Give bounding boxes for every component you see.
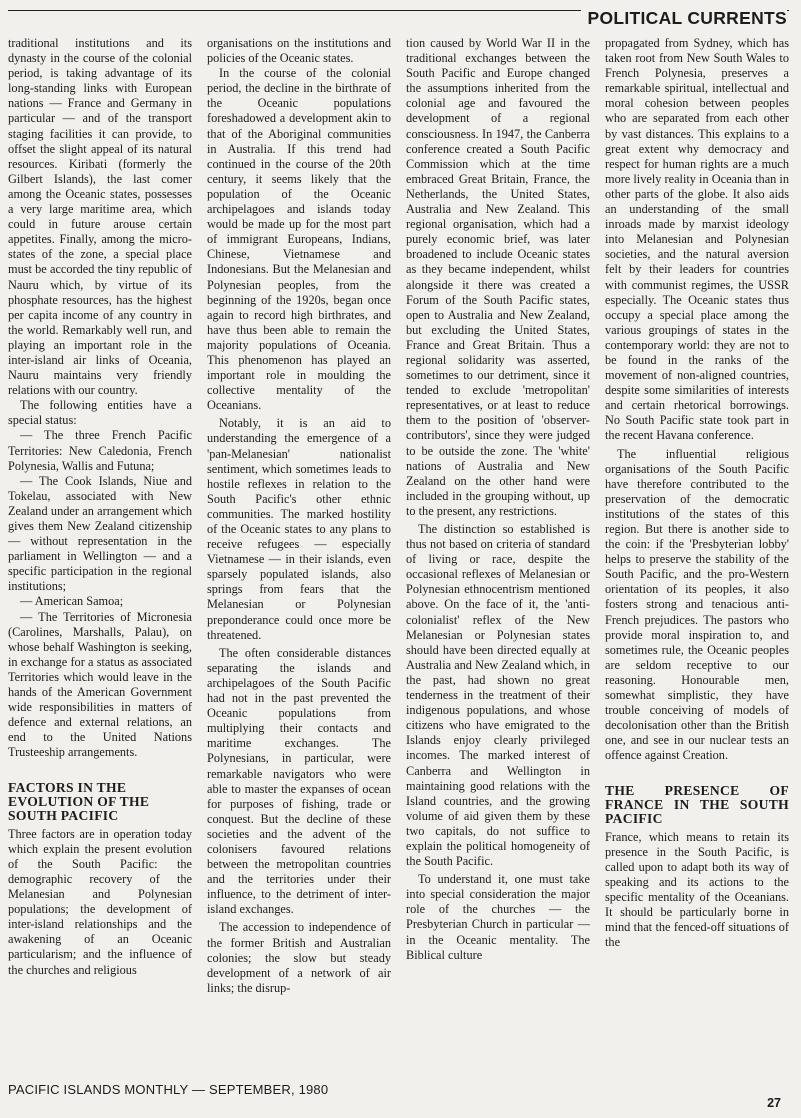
- paragraph: propagated from Sydney, which has taken root from New South Wales to French Polynesia, preserves a remarkable spiritual, intellectual and moral cohesion between peoples who are separated from each other by vast distances. This explains to a great extent why democracy and respect for human rights are a much more lively reality in Oceania than in other parts of the globe. It also aids an understanding of the small inroads made by marxist ideology into Melanesian and Polynesian societies, and the natural aversion felt by their leaders for countries with communist regimes, the USSR especially. The Oceanic states thus occupy a special place among the various groupings of states in the contemporary world: they are not to be found in the ranks of the movement of non-aligned countries, despite some similarities of interests and certain rhetorical borrowings. No South Pacific state took part in the recent Havana conference.: [605, 36, 789, 443]
- paragraph: tion caused by World War II in the traditional exchanges between the South Pacific and Europe changed the assumptions inherited from the colonial age and favoured the development of a regional consciousness. In 1947, the Canberra conference created a South Pacific Commission which at the time embraced Great Britain, France, the Netherlands, the United States, Australia and New Zealand. This regional organisation, which had a purely economic brief, was later broadened to include Oceanic states as they became independent, whilst alongside it there was created a Forum of the South Pacific states, open to Australia and New Zealand, but excluding the United States, France and Great Britain. Thus a regional solidarity was asserted, sometimes to our detriment, since it tended to exclude 'metropolitan' representatives, or at least to reduce them to the position of 'observer-contributors', since they were judged to be outside the zone. The 'white' nations of Australia and New Zealand on the other hand were included in the grouping without, up to the present, any restrictions.: [406, 36, 590, 518]
- column-4: [605, 36, 789, 1080]
- column-1: [8, 36, 192, 1080]
- paragraph: In the course of the colonial period, the decline in the birthrate of the Oceanic populations foreshadowed a development akin to that of the Aboriginal communities in Australia. If this trend had continued in the course of the 20th century, it seems likely that the population of the Oceanic archipelagoes and islands today would be made up for the most part of immigrant Europeans, Indians, Chinese, Vietnamese and Indonesians. But the Melanesian and Polynesian peoples, from the beginning of the 1920s, began once again to record high birthrates, and have thus been able to remain the majority populations of Oceania. This phenomenon has played an important role in moulding the collective mentality of the Oceanians.: [207, 66, 391, 413]
- paragraph: The following entities have a special status:: [8, 398, 192, 428]
- section-title: POLITICAL CURRENTS: [581, 8, 787, 28]
- paragraph: The accession to independence of the former British and Australian colonies; the slow but steady development of a network of air links; the disrup-: [207, 920, 391, 995]
- section-heading: THE PRESENCE OF FRANCE IN THE SOUTH PACIFIC: [605, 782, 789, 827]
- paragraph: Three factors are in operation today which explain the present evolution of the South Pacific: the demographic recovery of the Melanesian and Polynesian populations; the development of inter-island relationships and the awakening of an Oceanic particularism; and the influence of the churches and religious: [8, 826, 192, 977]
- paragraph: France, which means to retain its presence in the South Pacific, is called upon to adapt both its way of speaking and its actions to the specific mentality of the Oceanians. It should be particularly borne in mind that the fenced-off situations of the: [605, 829, 789, 950]
- paragraph: traditional institutions and its dynasty in the course of the colonial period, is taking advantage of its long-standing links with European nations — France and Germany in particular — and of the transport staging facilities it can provide, to offset the slight appeal of its natural resources. Kiribati (formerly the Gilbert Islands), the last comer among the Oceanic states, possesses a very large maritime area, which could in future arouse certain appetites. Finally, among the micro-states of the zone, a special place must be accorded the tiny republic of Nauru which, by virtue of its phosphate resources, has the highest per capita income of any country in the world. Remarkably well run, and playing an important role in the inter-island air links of Oceania, Nauru maintains very friendly relations with our country.: [8, 36, 192, 398]
- column-3: [406, 36, 590, 1080]
- paragraph: To understand it, one must take into special consideration the major role of the churches — the Presbyterian Church in particular — in the Oceanic mentality. The Biblical culture: [406, 872, 590, 962]
- list-item: — The Cook Islands, Niue and Tokelau, associated with New Zealand under an arrangement which gives them New Zealand citizenship — without representation in the parliament in Wellington — and a specific participation in the regional institutions;: [8, 473, 192, 594]
- list-item: — The three French Pacific Territories: New Caledonia, French Polynesia, Wallis and Futuna;: [8, 428, 192, 473]
- paragraph: organisations on the institutions and policies of the Oceanic states.: [207, 36, 391, 66]
- list-item: — American Samoa;: [20, 594, 124, 609]
- paragraph: Notably, it is an aid to understanding the emergence of a 'pan-Melanesian' nationalist sentiment, which sometimes leads to hostile reflexes in relation to the South Pacific's other ethnic communities. The marked hostility of the Oceanic states to any plans to receive refugees — especially Vietnamese — in their islands, even sparsely populated islands, also springs from fears that the Melanesian or Polynesian preponderance could once more be threatened.: [207, 416, 391, 642]
- page-number: 27: [767, 1096, 781, 1110]
- list-item: — The Territories of Micronesia (Carolines, Marshalls, Palau), on whose behalf Washington is seeking, in exchange for a status as associated Territories which would leave in the hands of the American Government wide responsibilities in matters of defence and external relations, an end to the United Nations Trusteeship arrangements.: [8, 609, 192, 760]
- article-body: [8, 36, 792, 1080]
- paragraph: The often considerable distances separating the islands and archipelagoes of the South Pacific had not in the past prevented the Oceanic populations from multiplying their contacts and maritime exchanges. The Polynesians, in particular, were remarkable navigators who were able to master the expanses of ocean for purposes of fishing, trade or conquest. But the decline of these societies and the advent of the colonisers favoured relations between the metropolitan countries and the territories under their influence, to the detriment of inter-island exchanges.: [207, 645, 391, 917]
- paragraph: The distinction so established is thus not based on criteria of standard of living or race, despite the occasional reflexes of Melanesian or Polynesian ethnocentrism mentioned above. On the face of it, the 'anti-colonialist' reflex of the New Melanesian or Polynesian states should have been directed equally at Australia and New Zealand which, in the past, had shown no great tenderness in the treatment of their indigenous populations, and whose citizens who have emigrated to the Islands enjoy clearly privileged incomes. The marked interest of Canberra and Wellington in maintaining good relations with the Island countries, and the growing volume of aid given them by these two capitals, do not suffice to explain the political homogeneity of the South Pacific.: [406, 522, 590, 869]
- column-2: [207, 36, 391, 1080]
- paragraph: The influential religious organisations of the South Pacific have therefore contributed to the preservation of the democratic institutions of the states of this region. But there is another side to the coin: if the 'Presbyterian lobby' helps to preserve the stability of the South Pacific, and the pro-Western orientation of its peoples, it also fosters strong and tenacious anti-French prejudices. The pastors who provide moral inspiration to, and sometimes rule, the Oceanic peoples are seldom receptive to our reasoning. Honourable men, somewhat simplistic, they have trouble conceiving of models of decolonisation other than the British one, and see in our nuclear tests an offence against Creation.: [605, 446, 789, 763]
- section-heading: FACTORS IN THE EVOLUTION OF THE SOUTH PACIFIC: [8, 779, 150, 824]
- publication-footer: PACIFIC ISLANDS MONTHLY — SEPTEMBER, 1980: [8, 1082, 329, 1097]
